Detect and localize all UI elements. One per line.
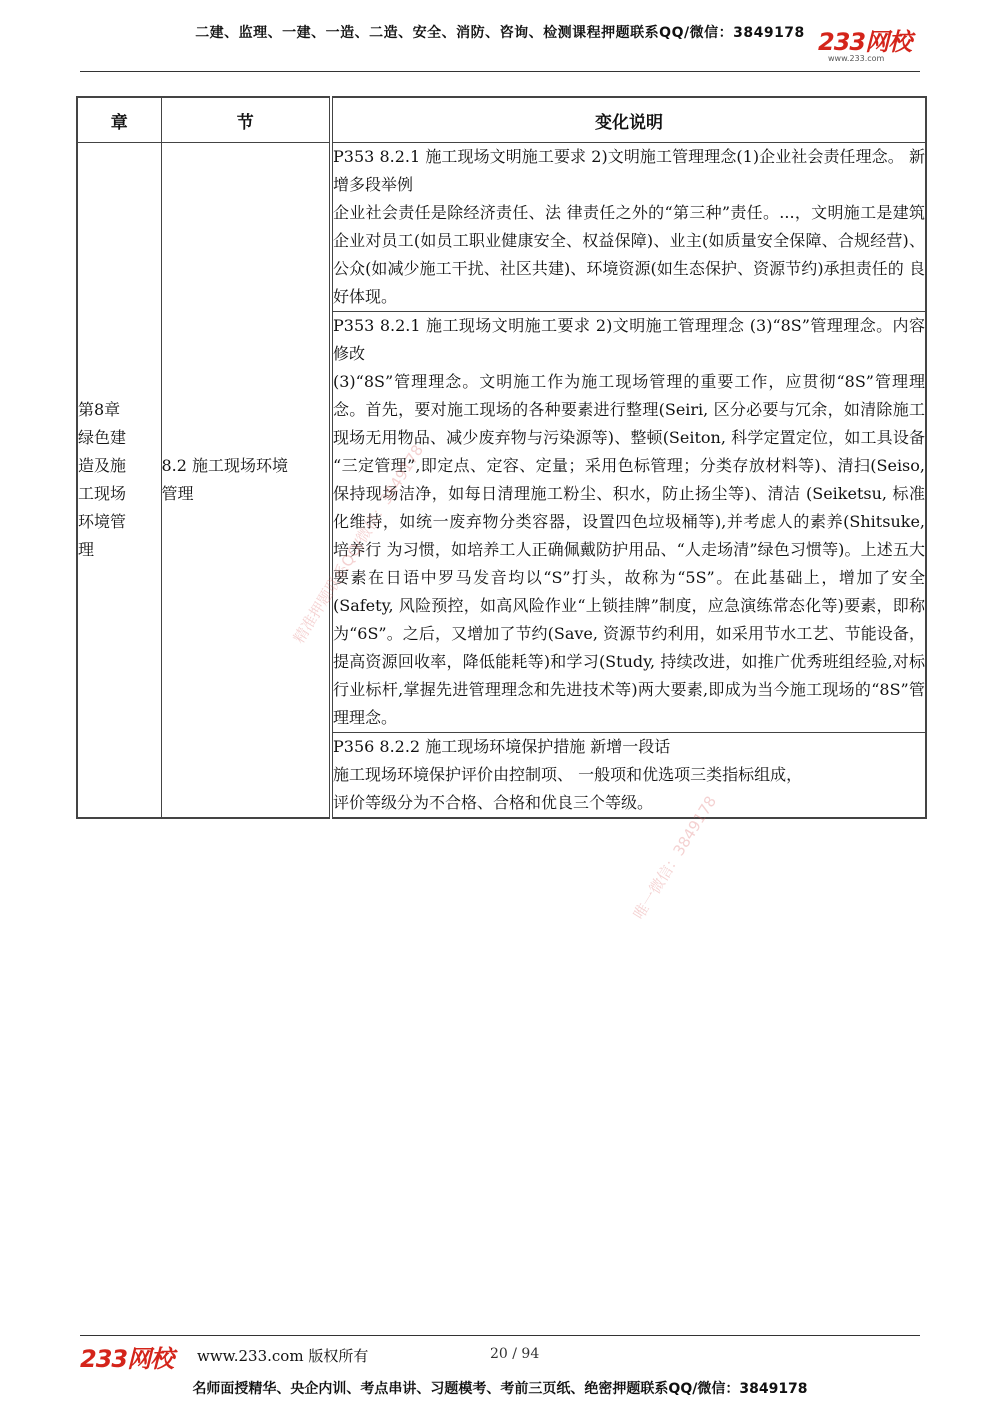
paragraph: P353 8.2.1 施工现场文明施工要求 2)文明施工管理理念 (3)“8S”管理理念。内容修改 — [333, 316, 925, 363]
header-chapter: 章 — [77, 97, 161, 143]
brand-logo — [818, 30, 928, 66]
watermark: 唯一微信：3849178 — [629, 792, 721, 923]
chapter-line: 理 — [78, 540, 95, 559]
paragraph: 企业社会责任是除经济责任、法 律责任之外的“第三种”责任。...，文明施工是建筑 企业对员工(如员工职业健康安全、权益保障)、业主(如质量安全保障、合规经营)、 公众(如减少施工干扰、社区共建)、环境资源(如生态保护、资源节约)承担责任的 良好体现。 — [333, 203, 925, 306]
chapter-cell — [77, 143, 161, 819]
chapter-line: 环境管 — [78, 512, 127, 531]
footer-text: 名师面授精华、央企内训、考点串讲、习题模考、考前三页纸、绝密押题联系QQ/微信：3849178 — [192, 1381, 808, 1397]
header-change-description: 变化说明 — [331, 97, 926, 143]
header-text: 二建、监理、一建、一造、二造、安全、消防、咨询、检测课程押题联系QQ/微信：3849178 — [195, 25, 805, 41]
section-line: 管理 — [161, 484, 194, 503]
section-line: 8.2 施工现场环境 — [161, 456, 289, 475]
footer-rule — [80, 1335, 920, 1336]
paragraph: P353 8.2.1 施工现场文明施工要求 2)文明施工管理理念(1)企业社会责任理念。 新增多段举例 — [333, 147, 925, 194]
section-cell — [161, 143, 331, 819]
paragraph: (3)“8S”管理理念。文明施工作为施工现场管理的重要工作，应贯彻“8S”管理理念。首先，要对施工现场的各种要素进行整理(Seiri, 区分必要与冗余，如清除施工现场无用物品、减少废弃物与污染源等)、整顿(Seiton, 科学定置定位，如工具设备 “三定管理”,即定点、定容、定量；采用色标管理；分类存放材料等)、清扫(Seiso, 保持现场洁净，如每日清理施工粉尘、积水，防止扬尘等)、清洁 (Seiketsu, 标准化维持，如统一废弃物分类容器，设置四色垃圾桶等),并考虑人的素养(Shitsuke, 培养行 为习惯，如培养工人正确佩戴防护用品、“人走场清”绿色习惯等)。上述五大要素在日语中罗马发音均以“S”打头，故称为“5S”。在此基础上，增加了安全(Safety, 风险预控，如高风险作业“上锁挂牌”制度，应急演练常态化等)要素，即称为“6S”。之后，又增加了节约(Save, 资源节约利用，如采用节水工艺、节能设备，提高资源回收率，降低能耗等)和学习(Study, 持续改进，如推广优秀班组经验,对标行业标杆,掌握先进管理理念和先进技术等)两大要素,即成为当今施工现场的“8S”管理理念。 — [333, 372, 925, 727]
change-cell-2 — [331, 312, 926, 733]
footer-logo: 233网校 — [80, 1345, 174, 1373]
watermark: 精准押题联系QQ/微信：3849178 — [289, 441, 428, 647]
chapter-line: 造及施 — [78, 456, 127, 475]
copyright-text: www.233.com 版权所有 — [197, 1347, 369, 1365]
changes-table — [76, 96, 927, 819]
change-cell-3 — [331, 733, 926, 819]
brand-logo-text: 233网校 — [818, 28, 912, 56]
chapter-line: 第8章 — [78, 400, 121, 419]
brand-logo-url: www.233.com — [828, 54, 885, 63]
table-row — [77, 143, 926, 312]
header-section: 节 — [161, 97, 331, 143]
change-cell-1 — [331, 143, 926, 312]
paragraph: P356 8.2.2 施工现场环境保护措施 新增一段话 — [333, 737, 671, 756]
chapter-line: 绿色建 — [78, 428, 127, 447]
header-rule — [80, 71, 920, 72]
paragraph: 评价等级分为不合格、合格和优良三个等级。 — [333, 793, 654, 812]
chapter-line: 工现场 — [78, 484, 127, 503]
table-header-row — [77, 97, 926, 143]
page-number: 20 / 94 — [490, 1346, 540, 1362]
paragraph: 施工现场环境保护评价由控制项、 一般项和优选项三类指标组成， — [333, 765, 803, 784]
